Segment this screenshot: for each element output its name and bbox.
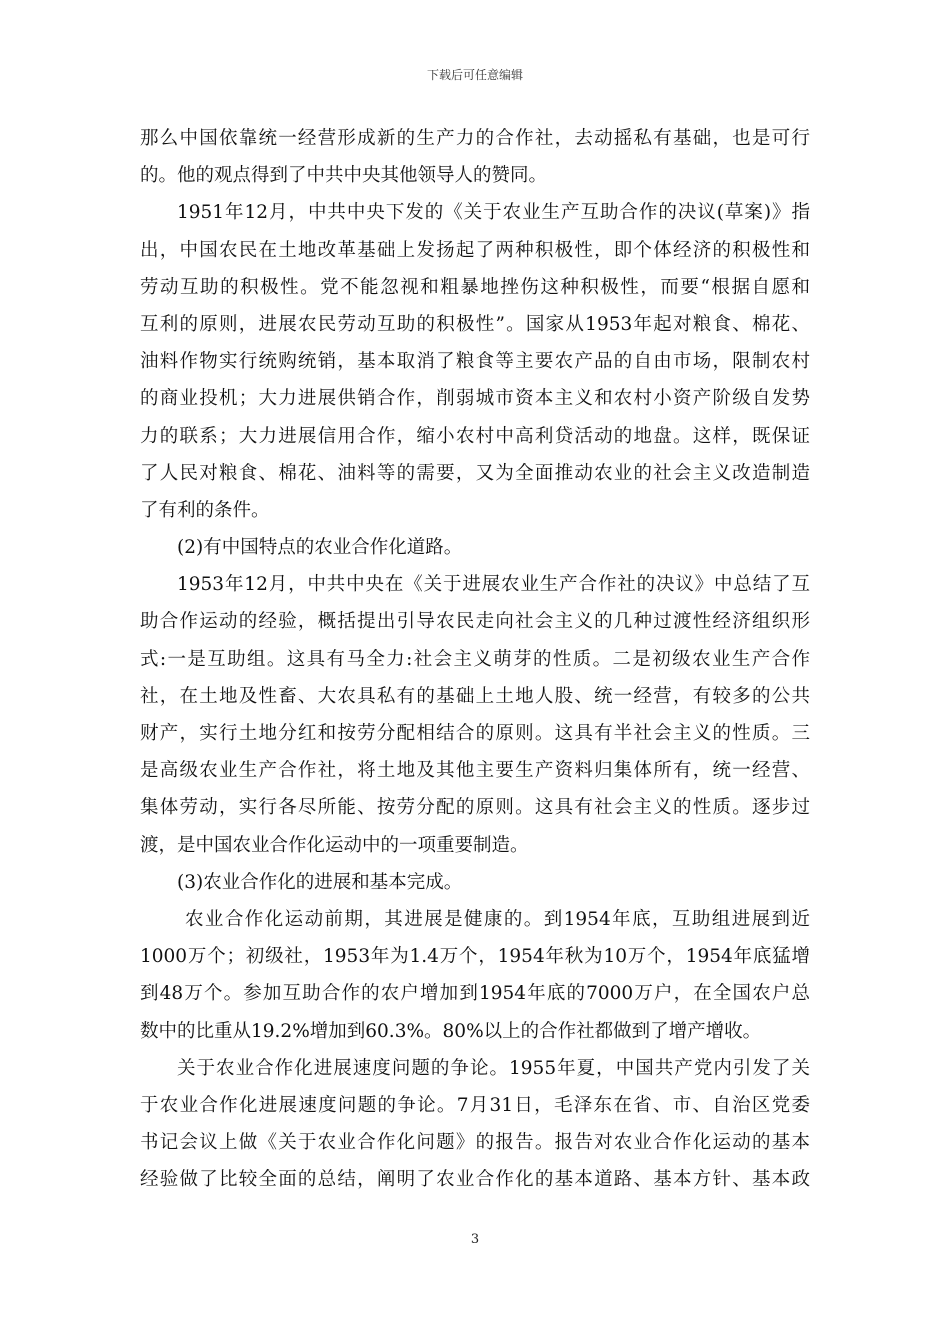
text-line: 1000万个；初级社，1953年为1.4万个，1954年秋为10万个，1954年底猛增 xyxy=(140,946,810,968)
text-line: 式:一是互助组。这具有马全力:社会主义萌芽的性质。二是初级农业生产合作 xyxy=(140,648,810,670)
text-line: 数中的比重从19.2%增加到60.3%。80%以上的合作社都做到了增产增收。 xyxy=(140,1020,762,1042)
text-line: 的商业投机；大力进展供销合作，削弱城市资本主义和农村小资产阶级自发势 xyxy=(140,388,810,410)
text-line: 互利的原则，进展农民劳动互助的积极性”。国家从1953年起对粮食、棉花、 xyxy=(140,313,810,335)
text-line: 1951年12月，中共中央下发的《关于农业生产互助合作的决议(草案)》指 xyxy=(177,202,810,224)
text-line: 是高级农业生产合作社，将土地及其他主要生产资料归集体所有，统一经营、 xyxy=(140,760,810,782)
text-line: 力的联系；大力进展信用合作，缩小农村中高利贷活动的地盘。这样，既保证 xyxy=(140,425,810,447)
text-line: 关于农业合作化进展速度问题的争论。1955年夏，中国共产党内引发了关 xyxy=(177,1057,810,1079)
text-line: 了人民对粮食、棉花、油料等的需要，又为全面推动农业的社会主义改造制造 xyxy=(140,462,810,484)
text-line: 了有利的条件。 xyxy=(140,499,270,521)
text-line: (3)农业合作化的进展和基本完成。 xyxy=(177,871,463,893)
text-line: 1953年12月，中共中央在《关于进展农业生产合作社的决议》中总结了互 xyxy=(177,574,810,596)
text-line: 于农业合作化进展速度问题的争论。7月31日，毛泽东在省、市、自治区党委 xyxy=(140,1094,810,1116)
document-body xyxy=(140,120,810,1198)
text-line: (2)有中国特点的农业合作化道路。 xyxy=(177,537,463,559)
text-line: 的。他的观点得到了中共中央其他领导人的赞同。 xyxy=(140,165,548,187)
text-line: 油料作物实行统购统销，基本取消了粮食等主要农产品的自由市场，限制农村 xyxy=(140,351,810,373)
text-line: 助合作运动的经验，概括提出引导农民走向社会主义的几种过渡性经济组织形 xyxy=(140,611,810,633)
text-line: 经验做了比较全面的总结，阐明了农业合作化的基本道路、基本方针、基本政 xyxy=(140,1169,810,1191)
text-line: 社，在土地及性畜、大农具私有的基础上土地人股、统一经营，有较多的公共 xyxy=(140,685,810,707)
text-line: 渡，是中国农业合作化运动中的一项重要制造。 xyxy=(140,834,529,856)
text-line: 书记会议上做《关于农业合作化问题》的报告。报告对农业合作化运动的基本 xyxy=(140,1132,810,1154)
text-line: 出，中国农民在土地改革基础上发扬起了两种积极性，即个体经济的积极性和 xyxy=(140,239,810,261)
page-number: 3 xyxy=(470,1232,480,1247)
text-line: 那么中国依靠统一经营形成新的生产力的合作社，去动摇私有基础，也是可行 xyxy=(140,128,810,149)
text-line: 劳动互助的积极性。党不能忽视和粗暴地挫伤这种积极性，而要“根据自愿和 xyxy=(140,276,810,298)
text-line: 农业合作化运动前期，其进展是健康的。到1954年底，互助组进展到近 xyxy=(185,908,810,930)
text-line: 集体劳动，实行各尽所能、按劳分配的原则。这具有社会主义的性质。逐步过 xyxy=(140,797,810,819)
text-line: 财产，实行土地分红和按劳分配相结合的原则。这具有半社会主义的性质。三 xyxy=(140,723,810,744)
page-header: 下载后可任意编辑 xyxy=(426,68,523,82)
text-line: 到48万个。参加互助合作的农户增加到1954年底的7000万户，在全国农户总 xyxy=(140,983,810,1005)
